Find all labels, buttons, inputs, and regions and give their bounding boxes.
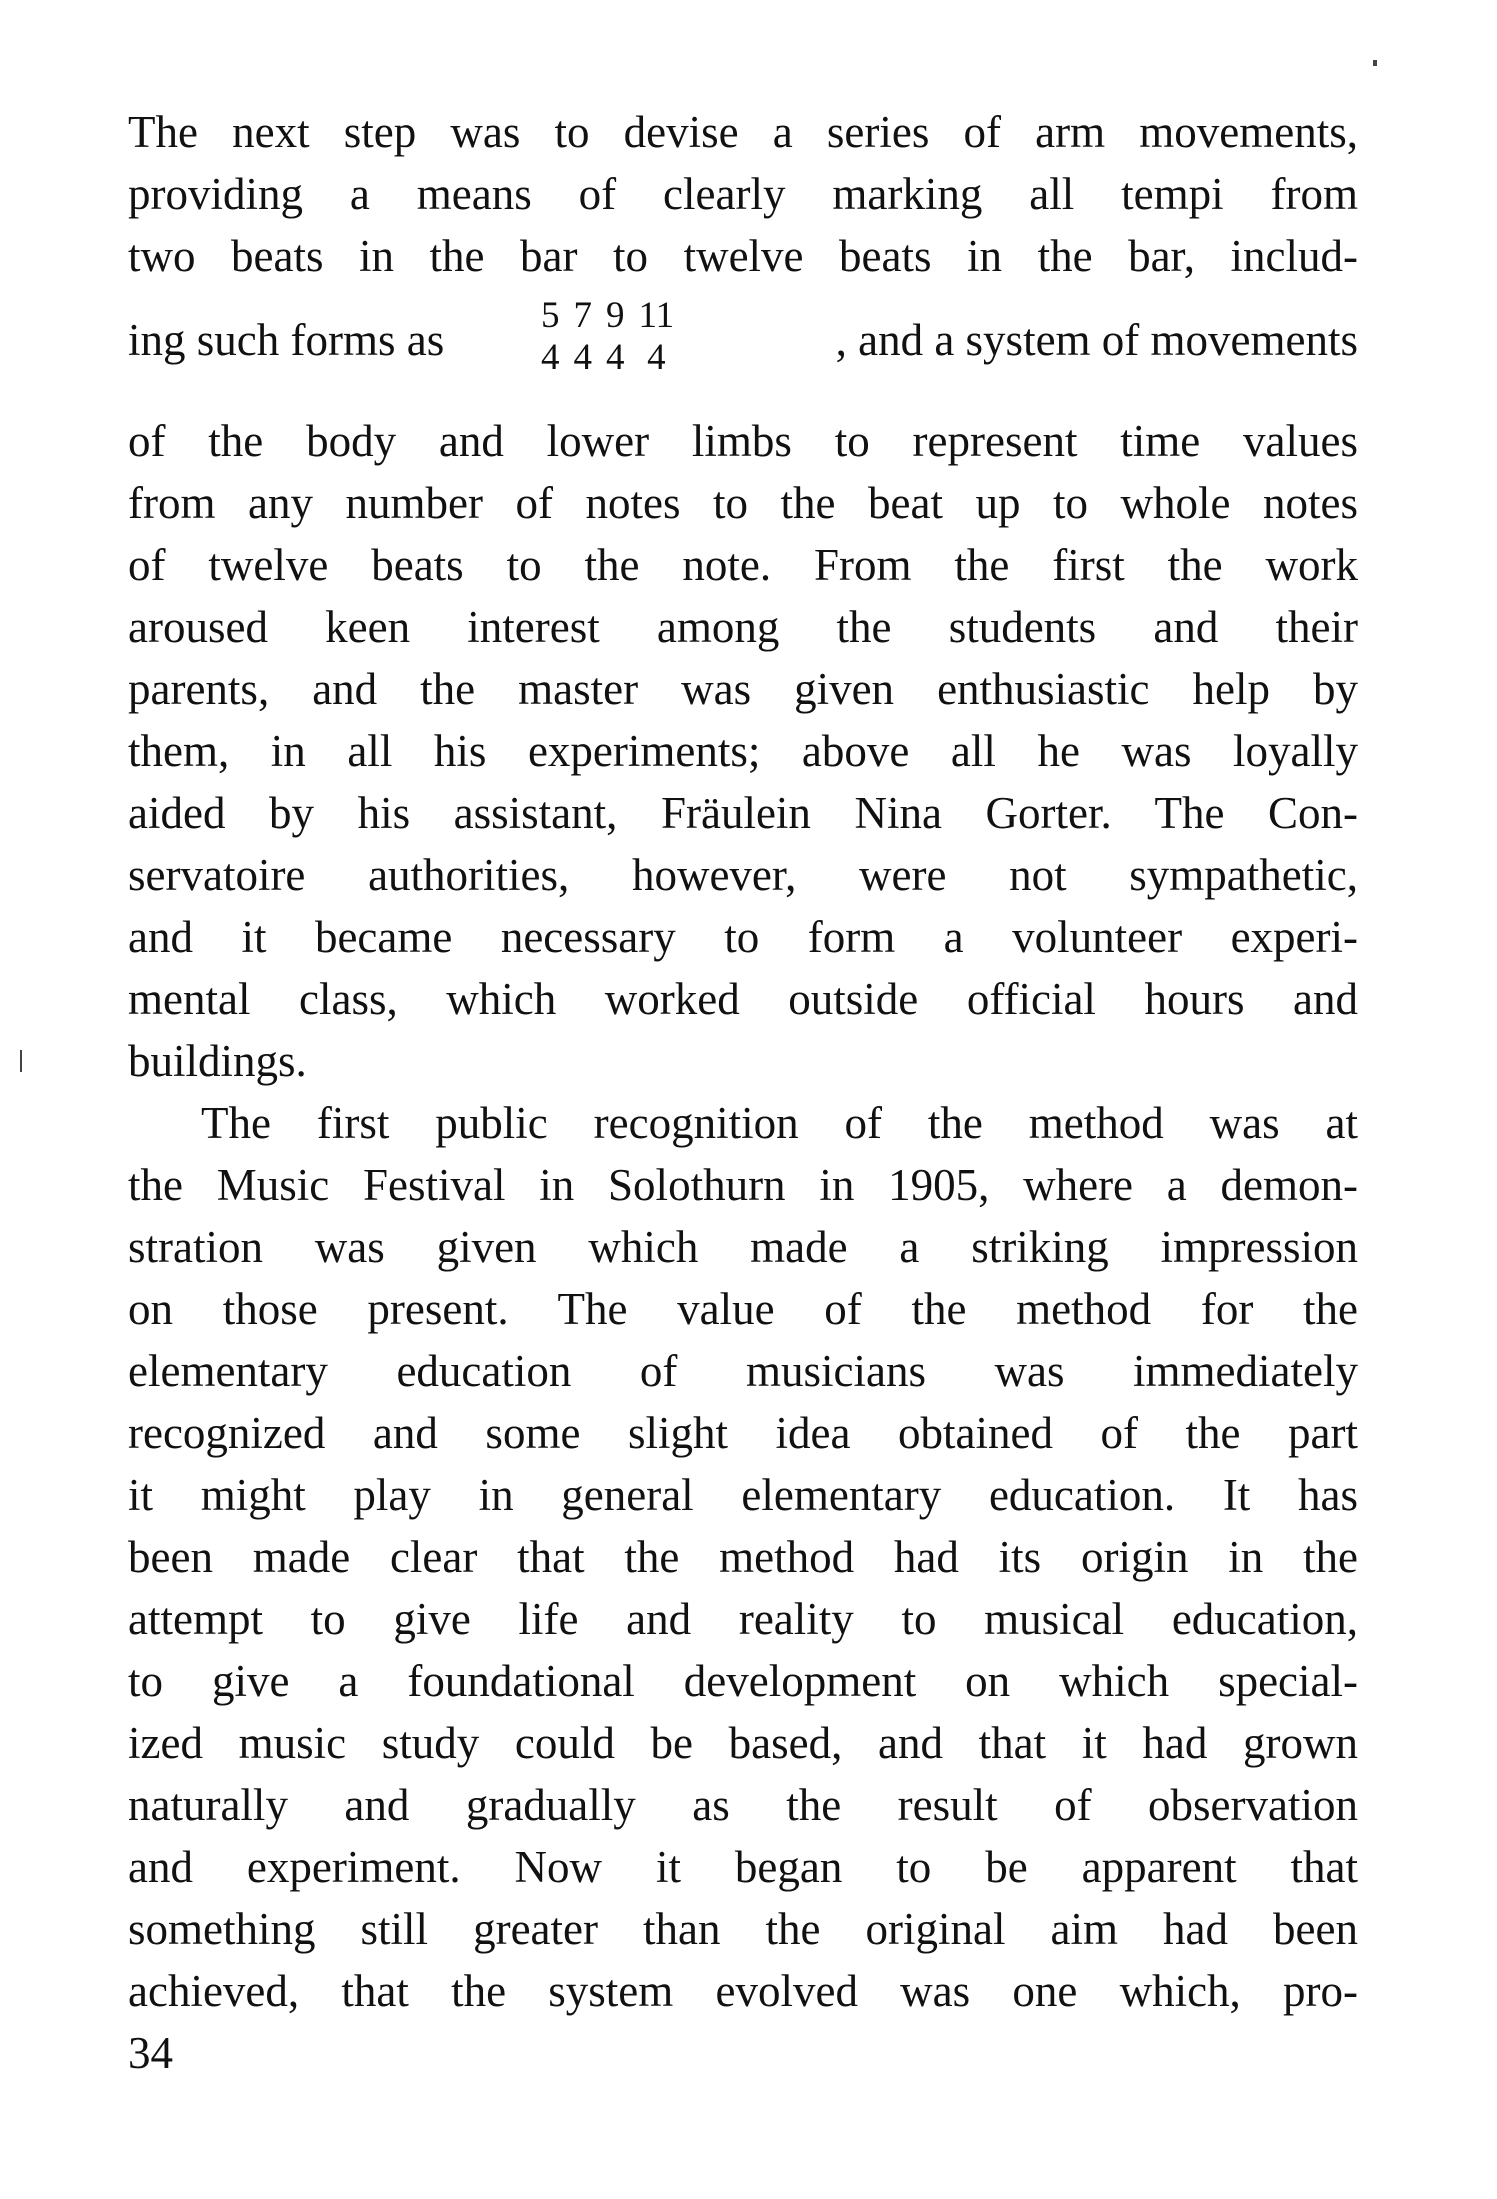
- paragraph-end-line: buildings.: [128, 1036, 307, 1086]
- text-line: parents, and the master was given enthusiastic help by: [128, 664, 1358, 714]
- text-line: them, in all his experiments; above all he was loyally: [128, 726, 1358, 776]
- text-line: attempt to give life and reality to musical education,: [128, 1594, 1358, 1644]
- numerator: 7: [573, 295, 592, 336]
- time-signature: [639, 295, 675, 379]
- denominator: 4: [647, 337, 666, 378]
- text-fragment: ing such forms as: [128, 315, 445, 365]
- denominator: 4: [541, 337, 560, 378]
- numerator: 5: [541, 295, 560, 336]
- text-line: recognized and some slight idea obtained of the part: [128, 1408, 1358, 1458]
- text-fragment: , and a system of movements: [835, 315, 1358, 365]
- numerator: 9: [606, 295, 625, 336]
- text-line: mental class, which worked outside official hours and: [128, 974, 1358, 1024]
- numerator: 11: [638, 295, 675, 336]
- text-line: to give a foundational development on which special-: [128, 1656, 1358, 1706]
- text-line: servatoire authorities, however, were not sympathetic,: [128, 850, 1358, 900]
- denominator: 4: [573, 337, 592, 378]
- time-signature: [574, 295, 593, 379]
- time-signature-line: [128, 287, 1358, 410]
- text-line: from any number of notes to the beat up to whole notes: [128, 478, 1358, 528]
- text-line: of the body and lower limbs to represent time values: [128, 416, 1358, 466]
- text-line: something still greater than the original aim had been: [128, 1904, 1358, 1954]
- time-signatures: [541, 295, 674, 379]
- text-line: achieved, that the system evolved was one which, pro-: [128, 1966, 1358, 2016]
- text-line: providing a means of clearly marking all tempi from: [128, 169, 1358, 219]
- text-line: elementary education of musicians was immediately: [128, 1346, 1358, 1396]
- scan-mark: [20, 1050, 22, 1072]
- text-line: and experiment. Now it began to be apparent that: [128, 1842, 1358, 1892]
- text-line: on those present. The value of the method for the: [128, 1284, 1358, 1334]
- text-line: naturally and gradually as the result of observation: [128, 1780, 1358, 1830]
- text-line: aroused keen interest among the students and their: [128, 602, 1358, 652]
- text-line: been made clear that the method had its origin in the: [128, 1532, 1358, 1582]
- book-page-text: [128, 101, 1358, 2084]
- text-line: The next step was to devise a series of arm movements,: [128, 107, 1358, 157]
- text-line: it might play in general elementary education. It has: [128, 1470, 1358, 1520]
- text-line: the Music Festival in Solothurn in 1905, where a demon-: [128, 1160, 1358, 1210]
- text-line: and it became necessary to form a volunteer experi-: [128, 912, 1358, 962]
- text-line: aided by his assistant, Fräulein Nina Gorter. The Con-: [128, 788, 1358, 838]
- paragraph-start-line: The first public recognition of the method was at: [201, 1098, 1358, 1148]
- time-signature: [606, 295, 625, 379]
- text-line: stration was given which made a striking impression: [128, 1222, 1358, 1272]
- text-line: ized music study could be based, and that it had grown: [128, 1718, 1358, 1768]
- scan-speck: [1373, 60, 1377, 66]
- time-signature: [541, 295, 560, 379]
- text-line: two beats in the bar to twelve beats in the bar, includ-: [128, 231, 1358, 281]
- text-line: of twelve beats to the note. From the first the work: [128, 540, 1358, 590]
- page-number: 34: [128, 2028, 173, 2078]
- denominator: 4: [606, 337, 625, 378]
